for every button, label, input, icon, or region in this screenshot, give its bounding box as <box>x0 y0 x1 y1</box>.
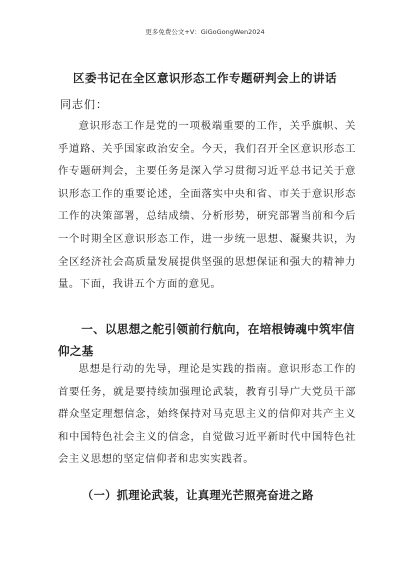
paragraph-intro: 意识形态工作是党的一项极端重要的工作，关乎旗帜、关乎道路、关乎国家政治安全。今天，我们召开全区意识形态工作专题研判会，主要任务是深入学习贯彻习近平总书记关于意识形态工作的重要论述，全面落实中央和省、市关于意识形态工作的决策部署，总结成绩、分析形势，研究部署当前和今后一个时期全区意识形态工作，进一步统一思想、凝聚共识，为全区经济社会高质量发展提供坚强的思想保证和强大的精神力量。下面，我讲五个方面的意见。 <box>58 120 356 291</box>
header-watermark: 更多免费公文+V：GiGoGongWen2024 <box>145 28 265 36</box>
paragraph-section-1: 思想是行动的先导，理论是实践的指南。意识形态工作的首要任务，就是要持续加强理论武装，教育引导广大党员干部群众坚定理想信念，始终保持对马克思主义的信仰对共产主义和中国特色社会主义的信念，自觉做习近平新时代中国特色社会主义思想的坚定信仰者和忠实实践者。 <box>58 363 356 466</box>
greeting: 同志们： <box>60 98 108 111</box>
section-heading-1: 一、以思想之舵引领前行航向，在培根铸魂中筑牢信仰之基 <box>58 322 355 358</box>
document-title: 区委书记在全区意识形态工作专题研判会上的讲话 <box>73 71 337 85</box>
subsection-heading-1: （一）抓理论武装，让真理光芒照亮奋进之路 <box>82 488 314 502</box>
